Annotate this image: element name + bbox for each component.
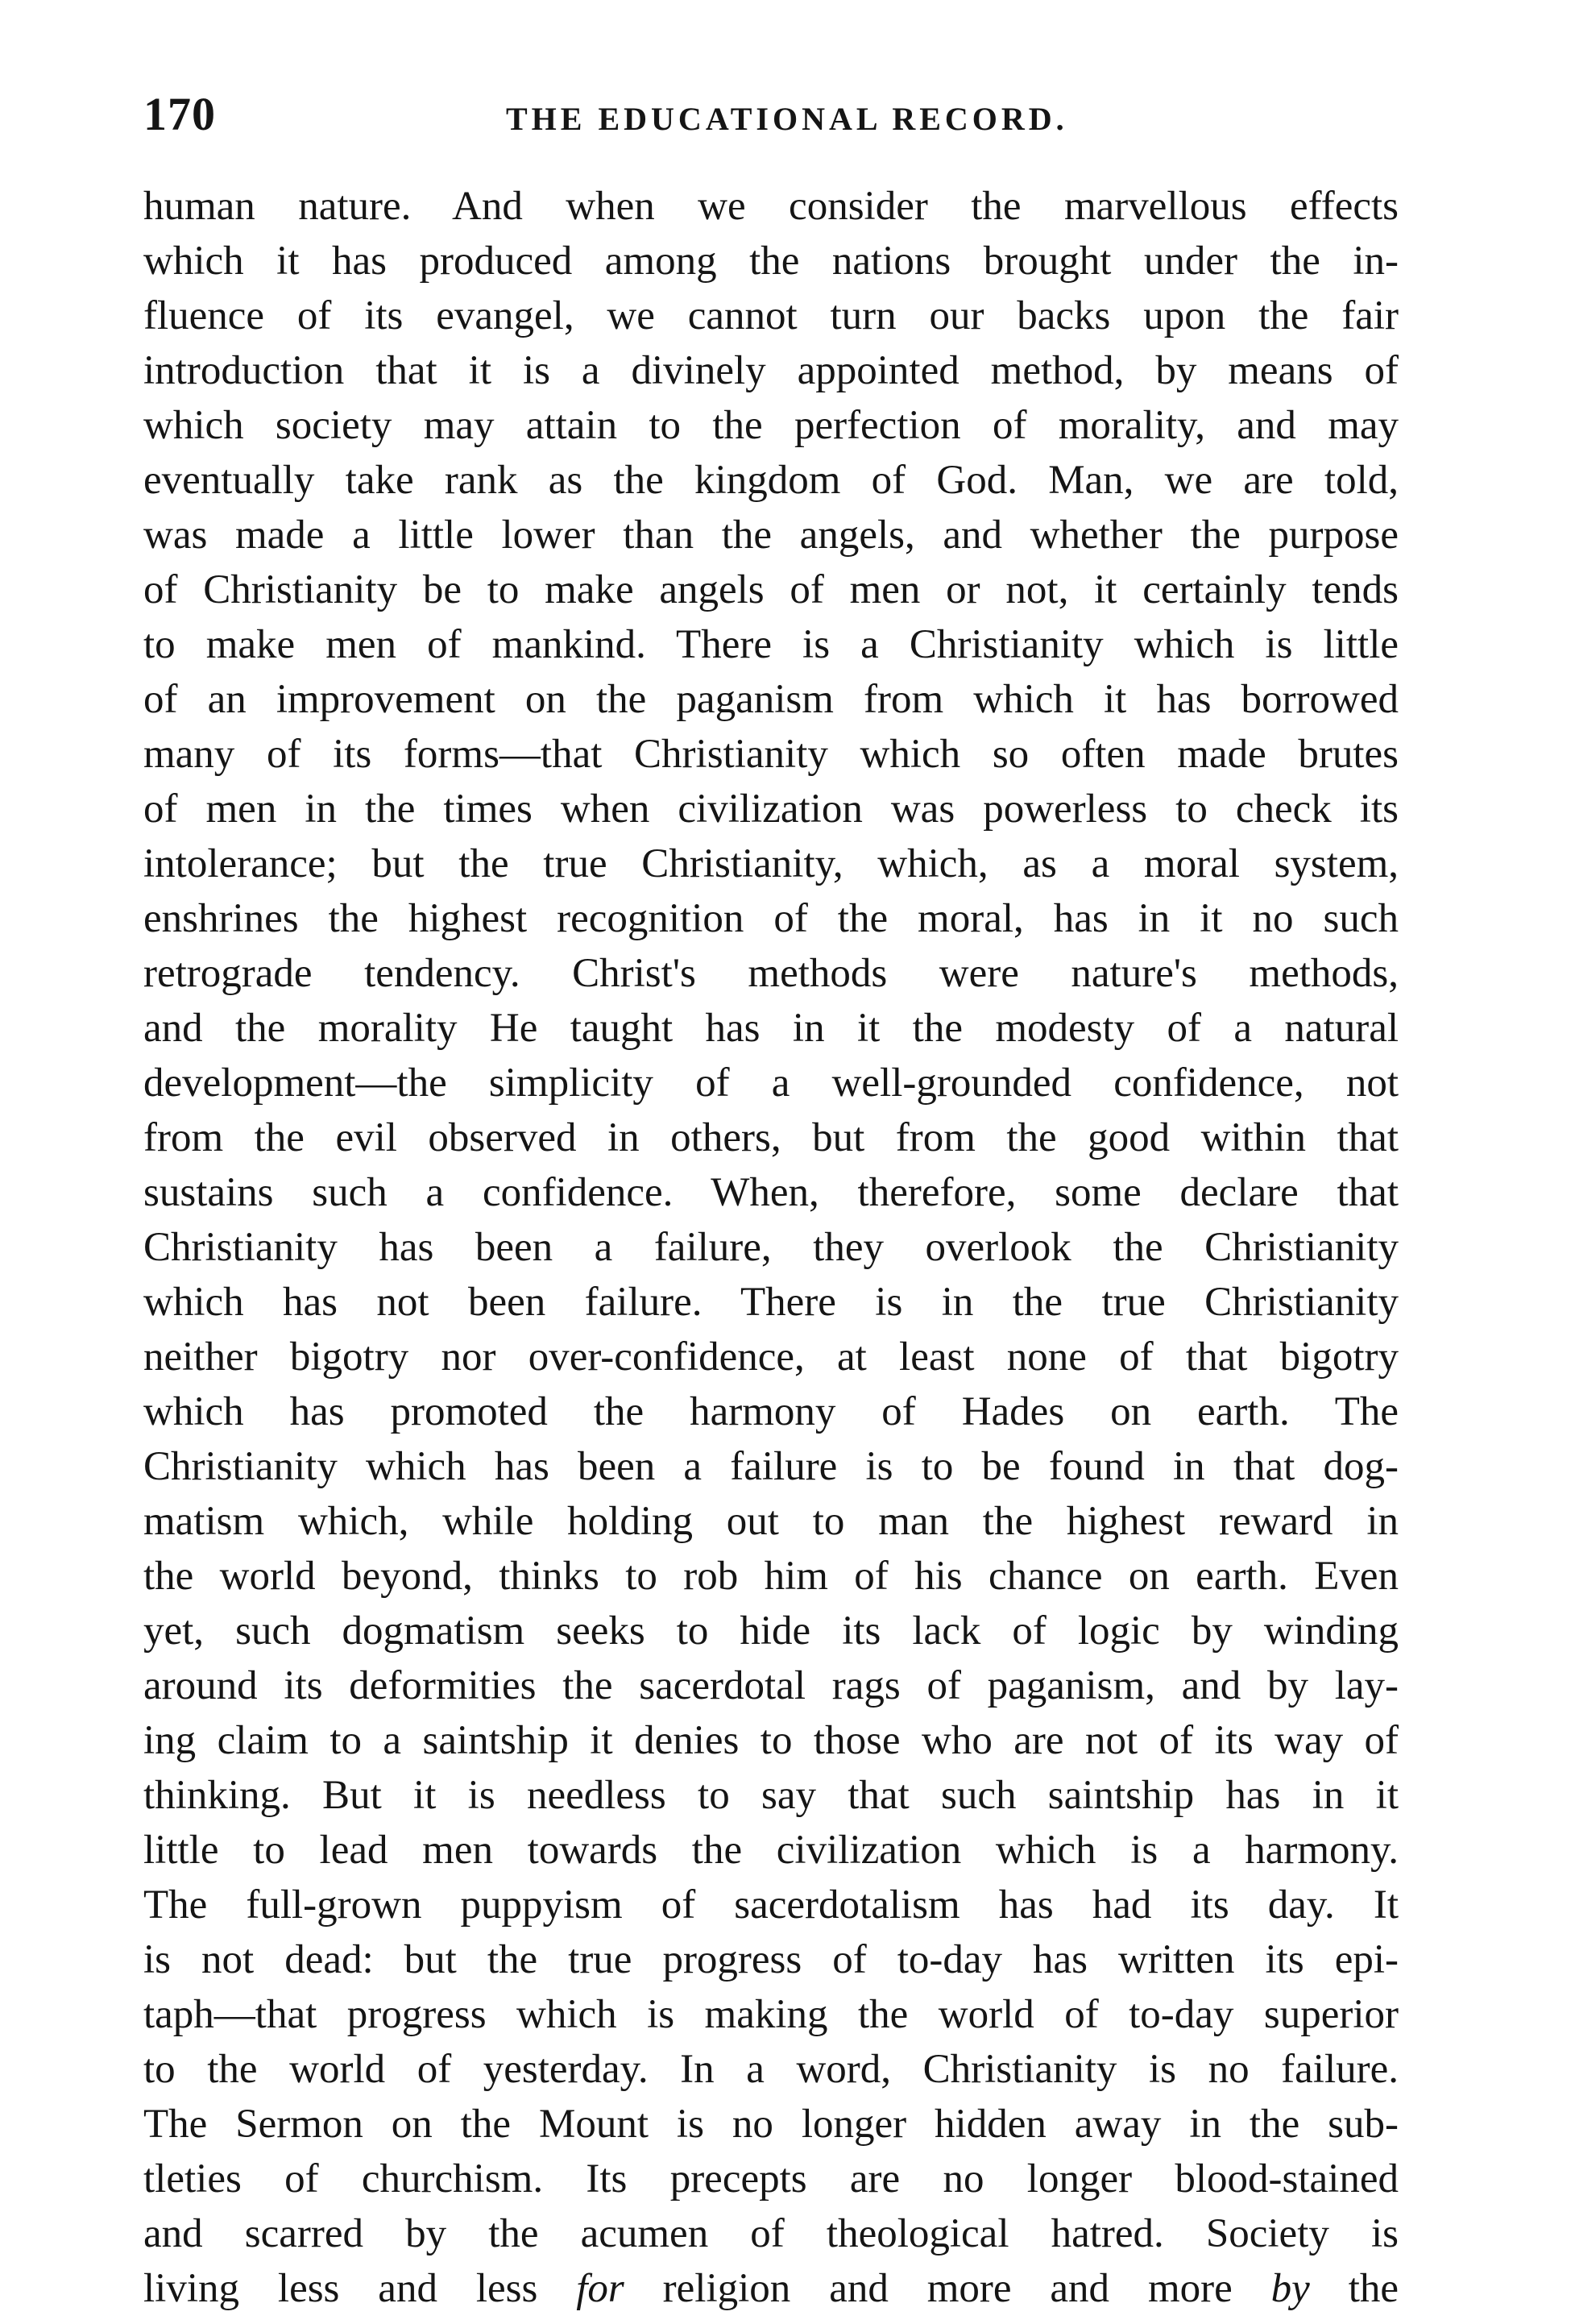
text-line: of an improvement on the paganism from which it has borrowed	[143, 677, 1399, 722]
text-line: matism which, while holding out to man the highest reward in	[143, 1499, 1399, 1544]
text-line: sustains such a confidence. When, therefore, some declare that	[143, 1170, 1399, 1215]
body-paragraph	[143, 179, 1399, 2316]
text-line: was made a little lower than the angels, and whether the purpose	[143, 513, 1399, 558]
text-line: The Sermon on the Mount is no longer hidden away in the sub-	[143, 2102, 1399, 2147]
page-number: 170	[143, 88, 216, 140]
text-line: fluence of its evangel, we cannot turn our backs upon the fair	[143, 293, 1399, 338]
text-line: which society may attain to the perfection of morality, and may	[143, 403, 1399, 448]
text-line: intolerance; but the true Christianity, which, as a moral system,	[143, 841, 1399, 886]
running-head: THE EDUCATIONAL RECORD.	[506, 101, 1068, 137]
text-line: and the morality He taught has in it the modesty of a natural	[143, 1006, 1399, 1051]
text-line: introduction that it is a divinely appointed method, by means of	[143, 348, 1399, 393]
text-line: taph—that progress which is making the world of to-day superior	[143, 1992, 1399, 2037]
text-line: which it has produced among the nations brought under the in-	[143, 239, 1399, 284]
text-line: and scarred by the acumen of theological hatred. Society is	[143, 2211, 1399, 2256]
text-line: neither bigotry nor over-confidence, at least none of that bigotry	[143, 1334, 1399, 1380]
text-line: of Christianity be to make angels of men or not, it certainly tends	[143, 567, 1399, 612]
page-header	[143, 87, 1400, 151]
text-line: is not dead: but the true progress of to-day has written its epi-	[143, 1937, 1399, 1982]
text-line: enshrines the highest recognition of the moral, has in it no such	[143, 896, 1399, 941]
text-line: human nature. And when we consider the marvellous effects	[143, 184, 1399, 229]
text-segment: living less and less	[143, 2266, 577, 2311]
text-line: development—the simplicity of a well-grounded confidence, not	[143, 1060, 1399, 1106]
text-line: which has not been failure. There is in the true Christianity	[143, 1280, 1399, 1325]
text-line: to make men of mankind. There is a Christianity which is little	[143, 622, 1399, 667]
text-line: thinking. But it is needless to say that such saintship has in it	[143, 1773, 1399, 1818]
text-line: which has promoted the harmony of Hades on earth. The	[143, 1389, 1399, 1434]
text-line: of men in the times when civilization was powerless to check its	[143, 786, 1399, 832]
text-line: retrograde tendency. Christ's methods were nature's methods,	[143, 951, 1399, 996]
text-segment: the	[1309, 2266, 1399, 2311]
text-line: eventually take rank as the kingdom of God. Man, we are told,	[143, 458, 1399, 503]
text-line: the world beyond, thinks to rob him of his chance on earth. Even	[143, 1554, 1399, 1599]
text-line-last	[143, 2261, 1399, 2316]
text-line: tleties of churchism. Its precepts are no longer blood-stained	[143, 2156, 1399, 2202]
text-line: ing claim to a saintship it denies to those who are not of its way of	[143, 1718, 1399, 1763]
text-line: The full-grown puppyism of sacerdotalism has had its day. It	[143, 1882, 1399, 1928]
text-line: little to lead men towards the civilization which is a harmony.	[143, 1828, 1399, 1873]
text-line: from the evil observed in others, but from the good within that	[143, 1115, 1399, 1160]
text-line: around its deformities the sacerdotal rags of paganism, and by lay-	[143, 1663, 1399, 1708]
text-line: Christianity has been a failure, they overlook the Christianity	[143, 1225, 1399, 1270]
italic-for: for	[576, 2266, 624, 2311]
text-segment: religion and more and more	[624, 2266, 1271, 2311]
text-line: to the world of yesterday. In a word, Christianity is no failure.	[143, 2047, 1399, 2092]
text-line: many of its forms—that Christianity which so often made brutes	[143, 732, 1399, 777]
text-line: yet, such dogmatism seeks to hide its lack of logic by winding	[143, 1608, 1399, 1654]
italic-by: by	[1270, 2266, 1310, 2311]
text-line: Christianity which has been a failure is to be found in that dog-	[143, 1444, 1399, 1489]
